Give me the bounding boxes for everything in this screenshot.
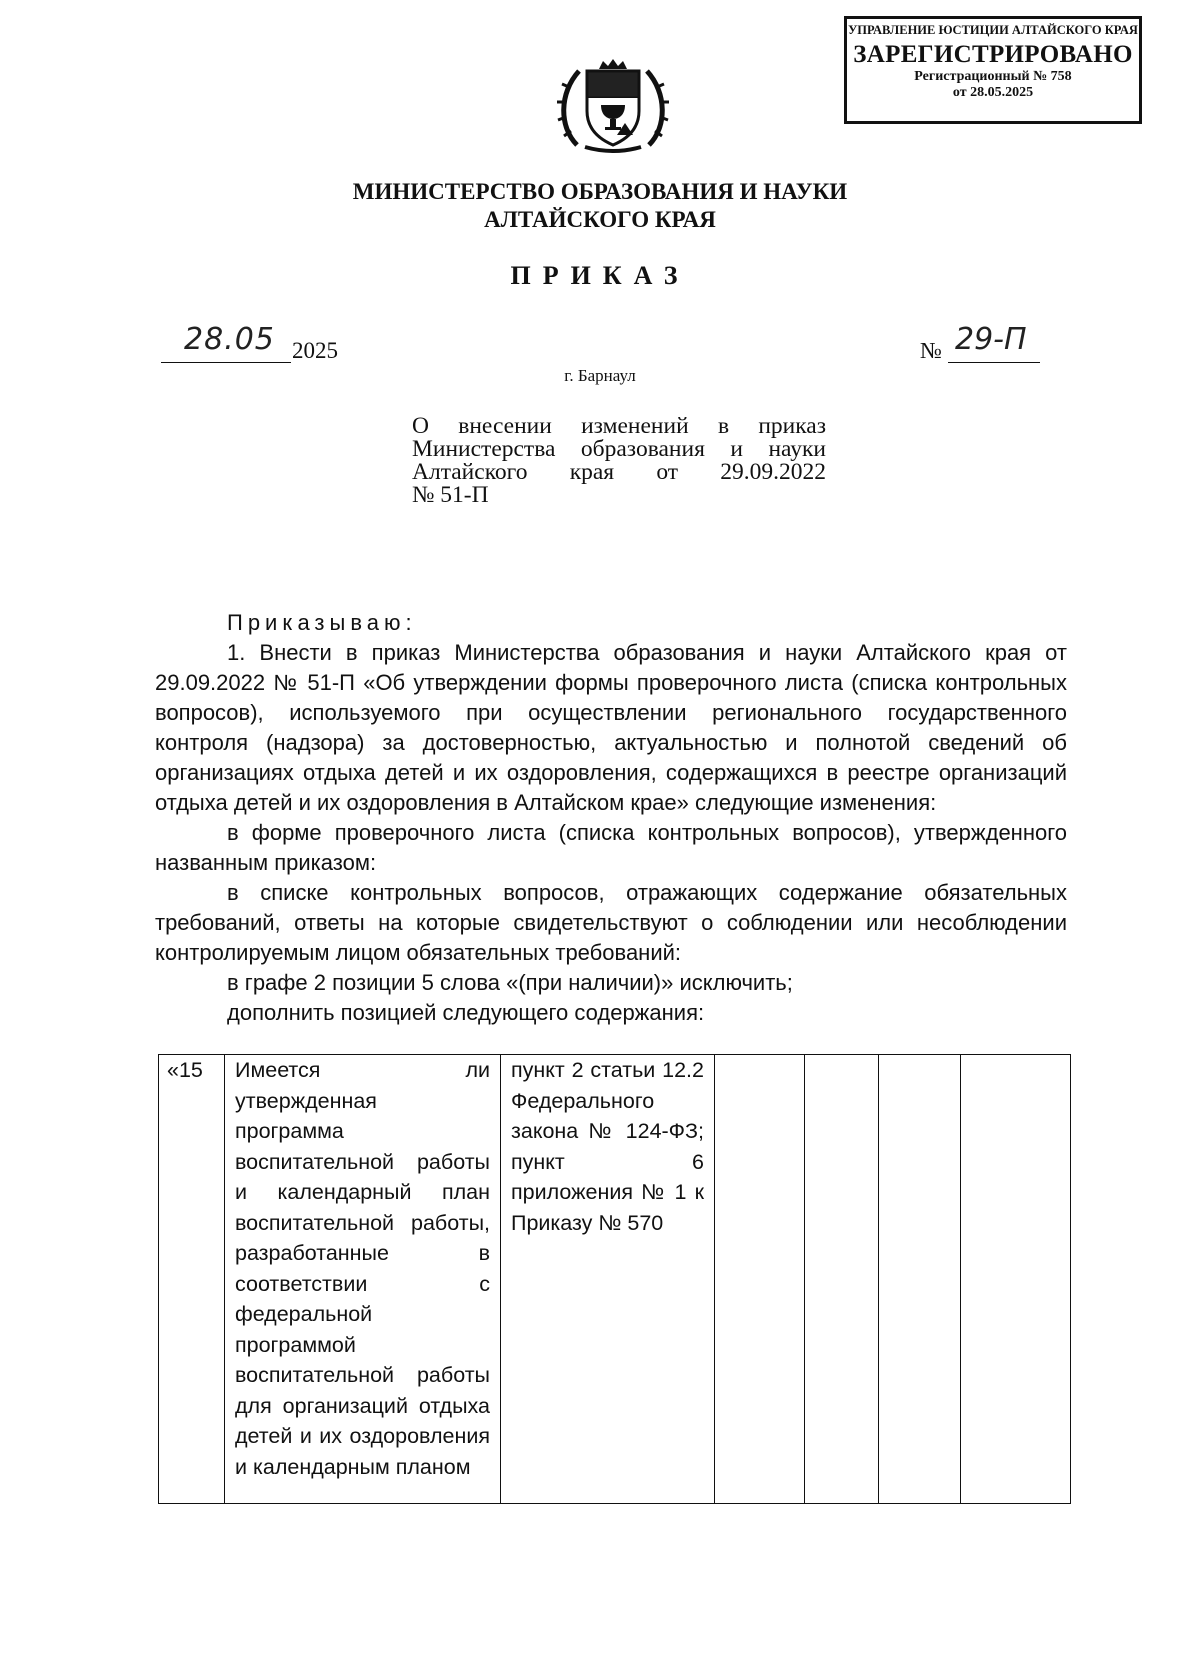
handwritten-number: 29-П [955, 322, 1027, 357]
cell-not-applicable [879, 1055, 961, 1504]
stamp-reg-date: от 28.05.2025 [952, 85, 1034, 100]
document-type: ПРИКАЗ [510, 261, 690, 290]
ministry-line-1: МИНИСТЕРСТВО ОБРАЗОВАНИЯ И НАУКИ [352, 179, 848, 204]
city: г. Барнаул [564, 366, 636, 385]
cell-answer-no [805, 1055, 879, 1504]
cell-note [961, 1055, 1071, 1504]
stamp-agency: УПРАВЛЕНИЕ ЮСТИЦИИ АЛТАЙСКОГО КРАЯ [848, 23, 1138, 37]
number-sign: № [920, 338, 942, 363]
stamp-reg-number: Регистрационный № 758 [914, 69, 1072, 84]
order-year: 2025 [292, 338, 338, 363]
paragraph-3: в списке контрольных вопросов, отражающих содержание обязательных требований, ответы на которые свидетельствуют о соблюдении или несоблюдении контролируемым лицом обязательных требований: [155, 880, 1067, 965]
checklist-table [158, 1054, 1071, 1504]
subject-line-3: Алтайского края от 29.09.2022 [412, 459, 826, 485]
table-row [159, 1055, 1071, 1504]
paragraph-1: 1. Внести в приказ Министерства образования и науки Алтайского края от 29.09.2022 № 51-П «Об утверждении формы проверочного листа (списка контрольных вопросов), используемого при осуществлении регионального государственного контроля (надзора) за достоверностью, актуальностью и полнотой сведений об организациях отдыха детей и их оздоровления, содержащихся в реестре организаций отдыха детей и их оздоровления в Алтайском крае» следующие изменения: [155, 640, 1067, 815]
paragraph-5: дополнить позицией следующего содержания: [227, 1000, 705, 1025]
ministry-name [260, 178, 940, 234]
handwritten-date: 28.05 [184, 322, 275, 357]
order-body [155, 608, 1067, 1028]
subject-line-4: № 51-П [412, 482, 489, 508]
stamp-status: ЗАРЕГИСТРИРОВАНО [853, 41, 1133, 68]
ministry-line-2: АЛТАЙСКОГО КРАЯ [484, 207, 716, 232]
subject-line-1: О внесении изменений в приказ [412, 413, 826, 439]
paragraph-4: в графе 2 позиции 5 слова «(при наличии)» исключить; [227, 970, 793, 995]
registration-stamp [844, 16, 1142, 124]
cell-number: «15 [159, 1055, 225, 1504]
subject-line-2: Министерства образования и науки [412, 436, 826, 462]
paragraph-2: в форме проверочного листа (списка контрольных вопросов), утвержденного названным приказом: [155, 820, 1067, 875]
coat-of-arms-icon [555, 57, 671, 153]
cell-answer-yes [715, 1055, 805, 1504]
command-word: Приказываю: [227, 610, 417, 635]
order-subject [412, 415, 826, 507]
cell-question: Имеется ли утвержденная программа воспитательной работы и календарный план воспитательной работы, разработанные в соответствии с федеральной программой воспитательной работы для организаций отдыха детей и их оздоровления и календарным планом [225, 1055, 501, 1504]
cell-reference: пункт 2 статьи 12.2 Федерального закона № 124-ФЗ; пункт 6 приложения № 1 к Приказу № 570 [501, 1055, 715, 1504]
